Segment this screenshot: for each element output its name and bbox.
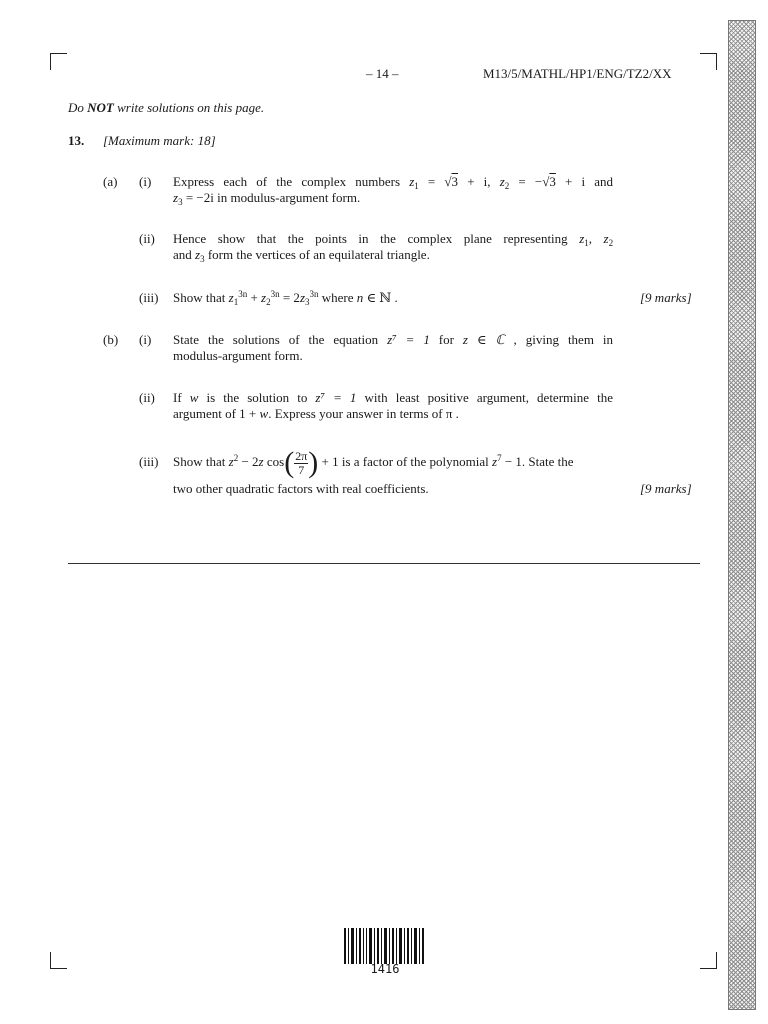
- crop-mark-top-right: [700, 53, 717, 70]
- part-a-ii-label: (ii): [139, 231, 155, 246]
- page-number: – 14 –: [366, 66, 399, 81]
- part-b-marks: [9 marks]: [640, 481, 692, 496]
- part-a-marks: [9 marks]: [640, 290, 692, 305]
- section-divider: [68, 563, 700, 564]
- part-b-i-line1: State the solutions of the equation z⁷ = 1 for z ∈ ℂ , giving them in: [173, 332, 614, 347]
- question-number: 13.: [68, 133, 85, 148]
- crop-mark-top-left: [50, 53, 67, 70]
- part-b-iii-line1: Show that $z^2 - 2z$ cos( $\frac{2\pi}{7}$ ) + 1 is a factor of the polynomial $z^7 - 1$. State the: [173, 446, 574, 480]
- part-b-ii-label: (ii): [139, 390, 155, 405]
- paper-code: M13/5/MATHL/HP1/ENG/TZ2/XX: [483, 66, 672, 81]
- two-pi-over-seven-fraction: $\frac{2\pi}{7}$: [295, 448, 308, 477]
- maximum-mark: [Maximum mark: 18]: [103, 133, 216, 148]
- part-a-label: (a): [103, 174, 118, 189]
- part-a-ii-line2: and $z_3$ form the vertices of an equilateral triangle.: [173, 247, 430, 264]
- part-b-ii-line2: argument of 1 + w. Express your answer in terms of π .: [173, 406, 459, 421]
- part-b-iii-label: (iii): [139, 454, 159, 469]
- part-a-iii-text: Show that $z_1^{3n} + z_2^{3n} = 2z_3^{3n}$ where n ∈ ℕ .: [173, 289, 398, 307]
- part-a-i-line2: $z_3 = -2i$ in modulus-argument form.: [173, 190, 361, 207]
- part-b-i-line2: modulus-argument form.: [173, 348, 303, 363]
- crop-mark-bottom-right: [700, 952, 717, 969]
- part-b-ii-line1: If w is the solution to z⁷ = 1 with least positive argument, determine the: [173, 390, 613, 405]
- part-a-i-label: (i): [139, 174, 152, 189]
- part-a-iii-label: (iii): [139, 290, 159, 305]
- part-b-iii-line2: two other quadratic factors with real coefficients.: [173, 481, 429, 496]
- part-a-ii-line1: Hence show that the points in the complex plane representing $z_1$, $z_2$: [173, 231, 614, 248]
- barcode-number: 1416: [370, 962, 400, 976]
- side-margin-pattern: [728, 20, 756, 1010]
- instruction-text: Do NOT write solutions on this page.: [68, 100, 265, 115]
- barcode: [344, 928, 426, 964]
- part-b-i-label: (i): [139, 332, 152, 347]
- crop-mark-bottom-left: [50, 952, 67, 969]
- part-a-i-line1: Express each of the complex numbers $z_1 = √3 + i$, $z_2 = -√3 + i$ and: [173, 174, 614, 191]
- part-b-label: (b): [103, 332, 119, 347]
